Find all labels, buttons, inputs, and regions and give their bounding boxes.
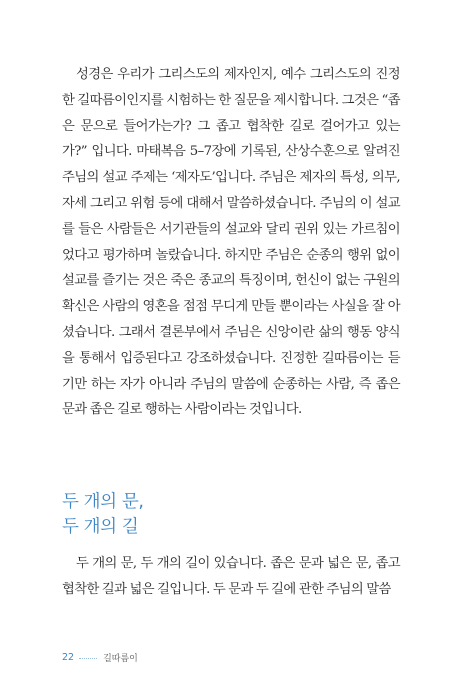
footer-dotted-divider	[79, 658, 97, 659]
section-title	[62, 490, 362, 540]
page-footer	[62, 651, 138, 664]
section-title-line-2: 두 개의 길	[62, 517, 139, 537]
section-title-line-1: 두 개의 문,	[62, 492, 144, 512]
running-book-title: 길따름이	[103, 654, 138, 664]
page-number: 22	[62, 652, 75, 663]
body-paragraph-1: 성경은 우리가 그리스도의 제자인지, 예수 그리스도의 진정한 길따름이인지를 시험하는 한 질문을 제시합니다. 그것은 “좁은 문으로 들어가는가? 그 좁고 협착한 길로 걸어가고 있는가?” 입니다. 마태복음 5–7장에 기록된, 산상수훈으로 알려진 주님의 설교 주제는 ‘제자도’입니다. 주님은 제자의 특성, 의무, 자세 그리고 위험 등에 대해서 말씀하셨습니다. 주님의 이 설교를 들은 사람들은 서기관들의 설교와 달리 권위 있는 가르침이었다고 평가하며 놀랐습니다. 하지만 주님은 순종의 행위 없이 설교를 즐기는 것은 죽은 종교의 특징이며, 헌신이 없는 구원의 확신은 사람의 영혼을 점점 무디게 만들 뿐이라는 사실을 잘 아셨습니다. 그래서 결론부에서 주님은 신앙이란 삶의 행동 양식을 통해서 입증된다고 강조하셨습니다. 진정한 길따름이는 듣기만 하는 자가 아니라 주님의 말씀에 순종하는 사람, 즉 좁은 문과 좁은 길로 행하는 사람이라는 것입니다.	[62, 67, 400, 418]
body-paragraph-2: 두 개의 문, 두 개의 길이 있습니다. 좁은 문과 넓은 문, 좁고 협착한 길과 넓은 길입니다. 두 문과 두 길에 관한 주님의 말씀	[62, 556, 400, 597]
